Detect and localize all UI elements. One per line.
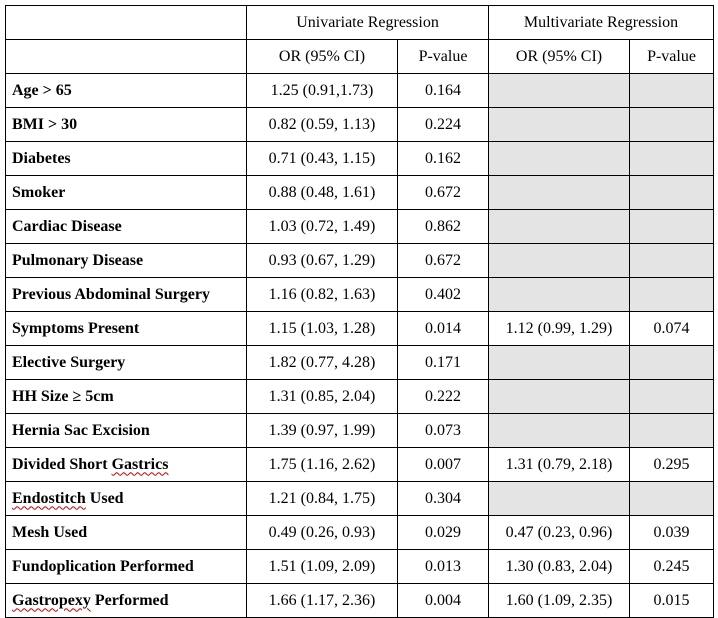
table-row (6, 74, 714, 108)
multi-or-cell (489, 244, 630, 278)
multi-p-cell (630, 482, 714, 516)
table-row (6, 210, 714, 244)
header-uni-or: OR (95% CI) (247, 40, 398, 74)
table-row (6, 244, 714, 278)
header-row-groups (6, 6, 714, 40)
table-row (6, 448, 714, 482)
row-label (6, 448, 247, 482)
uni-p-cell: 0.013 (398, 550, 489, 584)
spellcheck-word: Endostitch (12, 489, 86, 507)
multi-or-cell (489, 414, 630, 448)
row-label: Diabetes (6, 142, 247, 176)
uni-or-cell: 1.39 (0.97, 1.99) (247, 414, 398, 448)
multi-or-cell (489, 108, 630, 142)
table-row (6, 482, 714, 516)
uni-or-cell: 1.82 (0.77, 4.28) (247, 346, 398, 380)
header-blank-cell (6, 6, 247, 40)
uni-p-cell: 0.222 (398, 380, 489, 414)
header-univariate: Univariate Regression (247, 6, 489, 40)
uni-p-cell: 0.073 (398, 414, 489, 448)
multi-p-cell: 0.015 (630, 584, 714, 618)
header-blank-cell (6, 40, 247, 74)
spellcheck-word: Gastrics (111, 455, 169, 473)
multi-p-cell: 0.074 (630, 312, 714, 346)
uni-p-cell: 0.029 (398, 516, 489, 550)
table-row (6, 550, 714, 584)
uni-p-cell: 0.304 (398, 482, 489, 516)
multi-or-cell (489, 278, 630, 312)
header-multi-p: P-value (630, 40, 714, 74)
multi-or-cell (489, 142, 630, 176)
multi-or-cell: 0.47 (0.23, 0.96) (489, 516, 630, 550)
uni-p-cell: 0.171 (398, 346, 489, 380)
header-multi-or: OR (95% CI) (489, 40, 630, 74)
multi-p-cell (630, 244, 714, 278)
row-label-suffix: Performed (90, 591, 169, 609)
multi-p-cell (630, 176, 714, 210)
uni-p-cell: 0.862 (398, 210, 489, 244)
uni-p-cell: 0.014 (398, 312, 489, 346)
multi-p-cell (630, 142, 714, 176)
multi-or-cell: 1.60 (1.09, 2.35) (489, 584, 630, 618)
multi-p-cell: 0.295 (630, 448, 714, 482)
uni-p-cell: 0.672 (398, 244, 489, 278)
uni-p-cell: 0.672 (398, 176, 489, 210)
row-label: Age > 65 (6, 74, 247, 108)
row-label: Previous Abdominal Surgery (6, 278, 247, 312)
table-row (6, 414, 714, 448)
row-label-suffix: Used (85, 489, 124, 507)
table-row (6, 380, 714, 414)
multi-p-cell: 0.245 (630, 550, 714, 584)
row-label (6, 482, 247, 516)
table-row (6, 516, 714, 550)
multi-or-cell (489, 482, 630, 516)
multi-p-cell (630, 346, 714, 380)
uni-p-cell: 0.224 (398, 108, 489, 142)
multi-or-cell (489, 176, 630, 210)
row-label: Smoker (6, 176, 247, 210)
multi-p-cell: 0.039 (630, 516, 714, 550)
multi-p-cell (630, 108, 714, 142)
multi-p-cell (630, 74, 714, 108)
multi-or-cell: 1.31 (0.79, 2.18) (489, 448, 630, 482)
uni-or-cell: 1.25 (0.91,1.73) (247, 74, 398, 108)
header-multivariate: Multivariate Regression (489, 6, 714, 40)
multi-or-cell (489, 346, 630, 380)
table-row (6, 142, 714, 176)
row-label: Fundoplication Performed (6, 550, 247, 584)
uni-or-cell: 1.15 (1.03, 1.28) (247, 312, 398, 346)
regression-table (5, 5, 714, 618)
uni-or-cell: 1.31 (0.85, 2.04) (247, 380, 398, 414)
multi-p-cell (630, 380, 714, 414)
row-label-prefix: Divided Short (12, 455, 112, 473)
uni-or-cell: 1.16 (0.82, 1.63) (247, 278, 398, 312)
spellcheck-word: Gastropexy (12, 591, 91, 609)
uni-p-cell: 0.162 (398, 142, 489, 176)
table-row (6, 278, 714, 312)
row-label: Hernia Sac Excision (6, 414, 247, 448)
uni-or-cell: 0.93 (0.67, 1.29) (247, 244, 398, 278)
multi-or-cell (489, 210, 630, 244)
multi-or-cell (489, 74, 630, 108)
uni-or-cell: 0.71 (0.43, 1.15) (247, 142, 398, 176)
row-label: Cardiac Disease (6, 210, 247, 244)
multi-p-cell (630, 414, 714, 448)
uni-p-cell: 0.402 (398, 278, 489, 312)
uni-or-cell: 1.03 (0.72, 1.49) (247, 210, 398, 244)
table-row (6, 584, 714, 618)
multi-or-cell: 1.30 (0.83, 2.04) (489, 550, 630, 584)
multi-or-cell: 1.12 (0.99, 1.29) (489, 312, 630, 346)
row-label: BMI > 30 (6, 108, 247, 142)
uni-p-cell: 0.004 (398, 584, 489, 618)
row-label (6, 584, 247, 618)
uni-or-cell: 0.82 (0.59, 1.13) (247, 108, 398, 142)
table-row (6, 312, 714, 346)
multi-p-cell (630, 210, 714, 244)
table-row (6, 108, 714, 142)
multi-or-cell (489, 380, 630, 414)
uni-or-cell: 1.75 (1.16, 2.62) (247, 448, 398, 482)
row-label: Symptoms Present (6, 312, 247, 346)
uni-p-cell: 0.007 (398, 448, 489, 482)
row-label: Mesh Used (6, 516, 247, 550)
uni-p-cell: 0.164 (398, 74, 489, 108)
multi-p-cell (630, 278, 714, 312)
row-label: Pulmonary Disease (6, 244, 247, 278)
table-row (6, 176, 714, 210)
uni-or-cell: 1.51 (1.09, 2.09) (247, 550, 398, 584)
uni-or-cell: 0.88 (0.48, 1.61) (247, 176, 398, 210)
header-row-columns (6, 40, 714, 74)
row-label: Elective Surgery (6, 346, 247, 380)
uni-or-cell: 1.66 (1.17, 2.36) (247, 584, 398, 618)
uni-or-cell: 0.49 (0.26, 0.93) (247, 516, 398, 550)
header-uni-p: P-value (398, 40, 489, 74)
uni-or-cell: 1.21 (0.84, 1.75) (247, 482, 398, 516)
table-row (6, 346, 714, 380)
row-label: HH Size ≥ 5cm (6, 380, 247, 414)
